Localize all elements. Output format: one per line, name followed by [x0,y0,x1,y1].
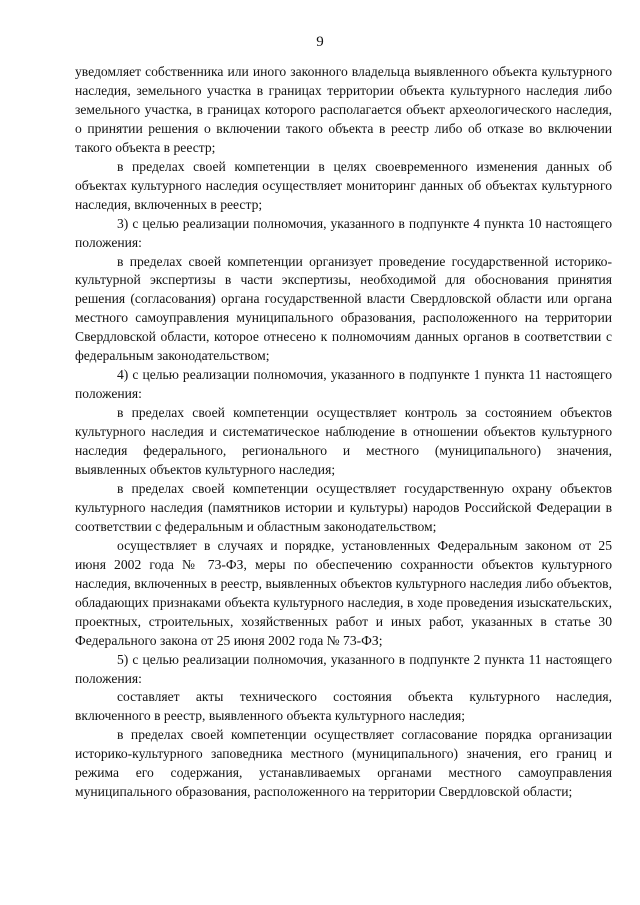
paragraph: уведомляет собственника или иного законного владельца выявленного объекта культурного наследия, земельного участка в границах территории объекта культурного наследия либо земельного участка, в границах которого располагается объект археологического наследия, о принятии решения о включении такого объекта в реестр либо об отказе во включении такого объекта в реестр; [75,64,612,155]
paragraph: в пределах своей компетенции организует проведение государственной историко-культурной экспертизы в части экспертизы, необходимой для обоснования принятия решения (согласования) органа государственной власти Свердловской области или органа местного самоуправления муниципального образования, расположенного на территории Свердловской области, которое отнесено к полномочиям данных органов в соответствии с федеральным законодательством; [75,253,612,364]
paragraph: составляет акты технического состояния объекта культурного наследия, включенного в реестр, выявленного объекта культурного наследия; [75,689,612,724]
paragraph: 5) с целью реализации полномочия, указанного в подпункте 2 пункта 11 настоящего положения: [75,651,612,686]
paragraph: 3) с целью реализации полномочия, указанного в подпункте 4 пункта 10 настоящего положения: [75,215,612,250]
paragraph: 4) с целью реализации полномочия, указанного в подпункте 1 пункта 11 настоящего положения: [75,367,612,402]
page-number: 9 [316,34,324,50]
paragraph: в пределах своей компетенции осуществляет государственную охрану объектов культурного наследия (памятников истории и культуры) народов Российской Федерации в соответствии с федеральным и областным законодательством; [75,480,612,534]
document-body [75,63,612,802]
paragraph: в пределах своей компетенции в целях своевременного изменения данных об объектах культурного наследия осуществляет мониторинг данных об объектах культурного наследия, включенных в реестр; [75,158,612,212]
paragraph: в пределах своей компетенции осуществляет контроль за состоянием объектов культурного наследия и систематическое наблюдение в отношении объектов культурного наследия федерального, регионального и местного (муниципального) значения, выявленных объектов культурного наследия; [75,405,612,478]
paragraph: в пределах своей компетенции осуществляет согласование порядка организации историко-культурного заповедника местного (муниципального) значения, его границ и режима его содержания, устанавливаемых органами местного самоуправления муниципального образования, расположенного на территории Свердловской области; [75,727,612,800]
paragraph: осуществляет в случаях и порядке, установленных Федеральным законом от 25 июня 2002 года № 73-ФЗ, меры по обеспечению сохранности объектов культурного наследия, включенных в реестр, выявленных объектов культурного наследия либо объектов, обладающих признаками объекта культурного наследия, в ходе проведения изыскательских, проектных, строительных, хозяйственных работ и иных работ, указанных в статье 30 Федерального закона от 25 июня 2002 года № 73-ФЗ; [75,537,612,648]
